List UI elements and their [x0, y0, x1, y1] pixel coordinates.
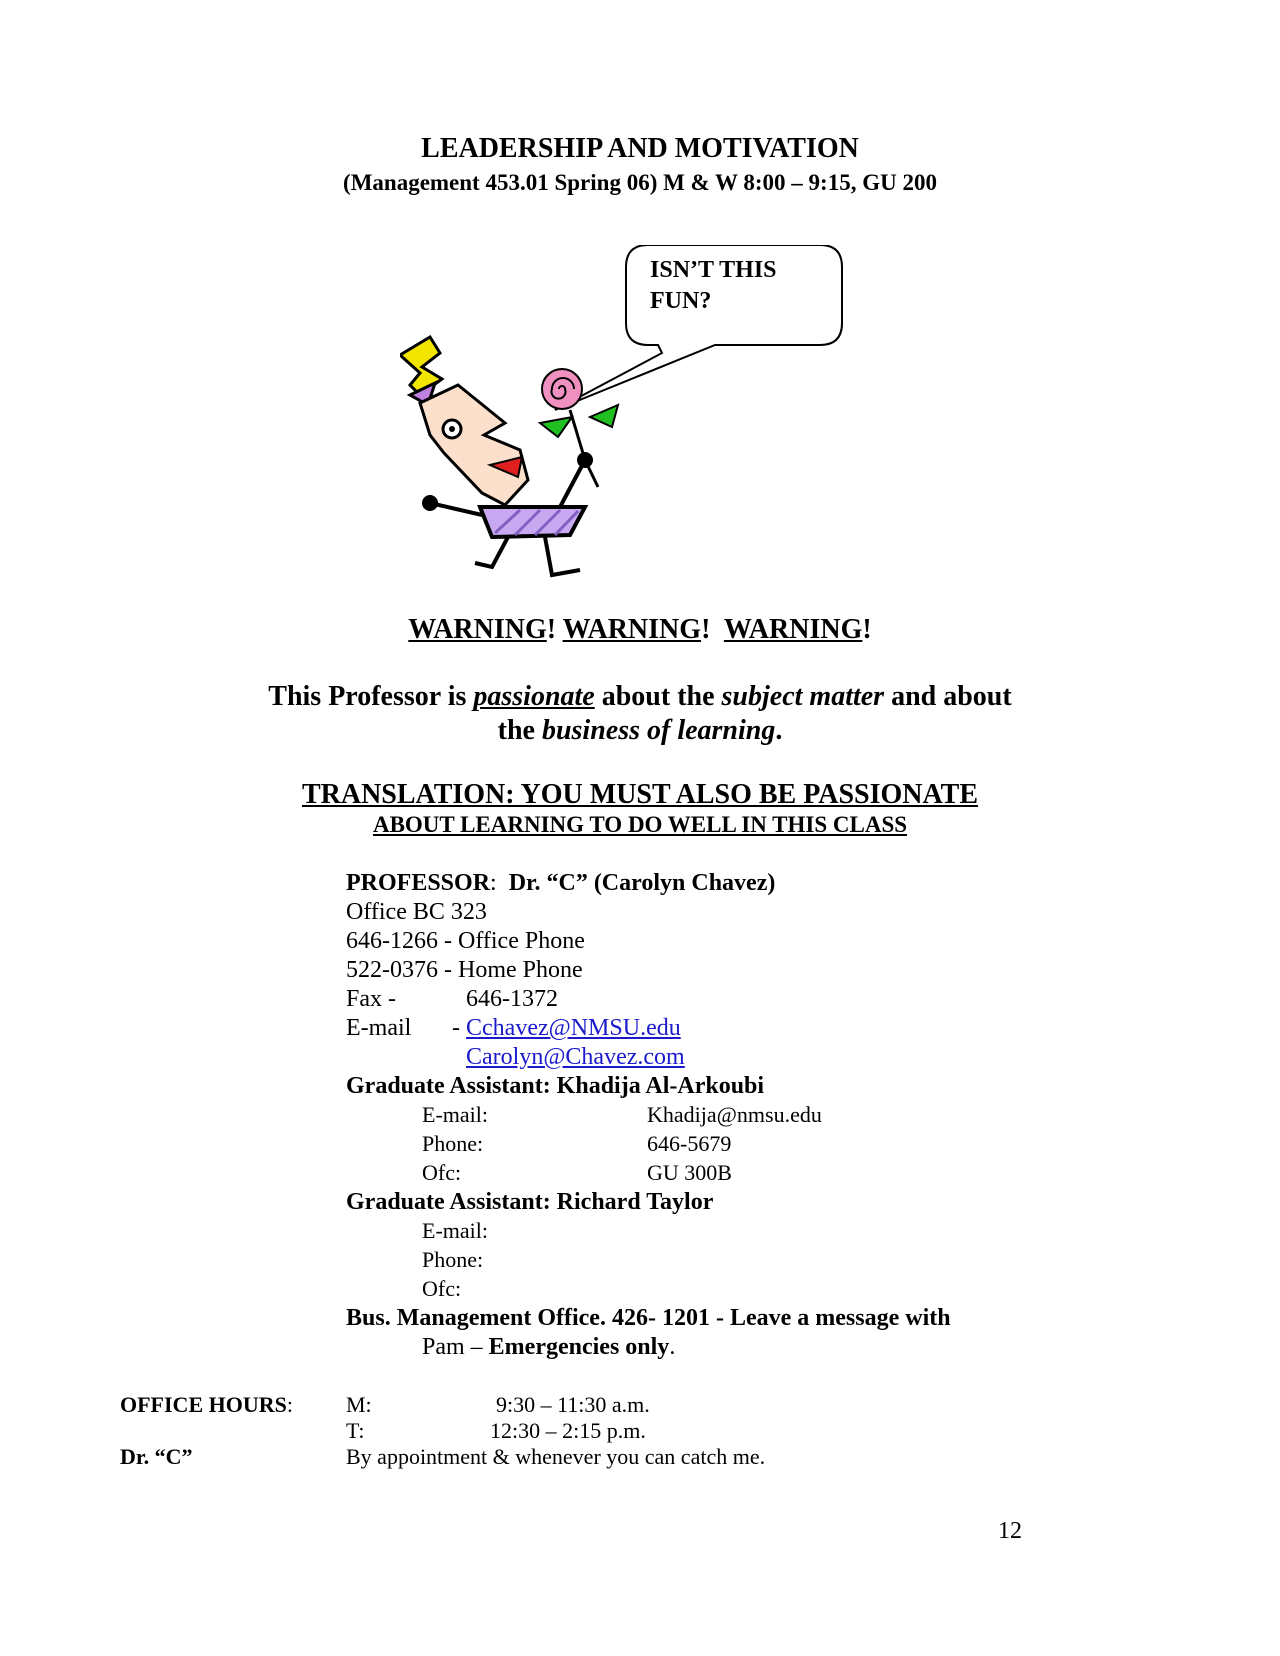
- leg-left: [475, 537, 508, 567]
- bubble-text-line1: ISN’T THIS: [650, 257, 777, 283]
- ga2-phone-label: Phone:: [422, 1247, 484, 1272]
- bus-office-line2: Pam – Emergencies only.: [422, 1334, 676, 1360]
- page-number: 12: [998, 1518, 1022, 1544]
- ga2-ofc-label: Ofc:: [422, 1276, 462, 1301]
- professor-fax: 646-1372: [466, 986, 558, 1012]
- ga2-heading: Graduate Assistant: Richard Taylor: [346, 1189, 714, 1215]
- hair: [400, 337, 442, 395]
- professor-email-dash: -: [452, 1015, 460, 1041]
- passionate-word: passionate: [473, 681, 595, 712]
- leaf-right: [590, 405, 618, 427]
- translation-heading: TRANSLATION: YOU MUST ALSO BE PASSIONATE: [301, 779, 979, 810]
- hand-left: [422, 495, 438, 511]
- cartoon-illustration: [400, 245, 900, 585]
- ga1-email: Khadija@nmsu.edu: [647, 1102, 822, 1127]
- office-hours-m-time: 9:30 – 11:30 a.m.: [496, 1392, 650, 1417]
- professor-home-phone: 522-0376 - Home Phone: [346, 957, 583, 983]
- subject-matter-phrase: subject matter: [721, 681, 885, 712]
- flower: [542, 369, 582, 409]
- ga1-ofc: GU 300B: [647, 1160, 732, 1185]
- business-of-learning-phrase: business of learning: [541, 715, 776, 746]
- professor-office: Office BC 323: [346, 899, 487, 925]
- bubble-text-line2: FUN?: [650, 288, 712, 314]
- head: [420, 385, 528, 505]
- warning-word-2: WARNING: [562, 614, 702, 645]
- ga1-heading: Graduate Assistant: Khadija Al-Arkoubi: [346, 1073, 765, 1099]
- warning-word-3: WARNING: [723, 614, 863, 645]
- ga2-email-label: E-mail:: [422, 1218, 488, 1243]
- professor-fax-label: Fax -: [346, 986, 396, 1012]
- passion-statement: This Professor is passionate about the subject matter and about the business of learning.: [268, 681, 1012, 746]
- professor-name: Dr. “C” (Carolyn Chavez): [508, 870, 776, 896]
- ga1-phone: 646-5679: [647, 1131, 732, 1156]
- office-hours-t-day: T:: [346, 1418, 365, 1443]
- email-link-nmsu[interactable]: Cchavez@NMSU.edu: [466, 1015, 681, 1041]
- email-link-chavez[interactable]: Carolyn@Chavez.com: [466, 1044, 685, 1070]
- professor-line: PROFESSOR: Dr. “C” (Carolyn Chavez): [346, 870, 776, 896]
- ga1-phone-label: Phone:: [422, 1131, 484, 1156]
- leaf-left: [540, 417, 572, 437]
- warning-word-1: WARNING: [408, 614, 547, 645]
- office-hours-label: OFFICE HOURS:: [120, 1392, 293, 1417]
- professor-email-label: E-mail: [346, 1015, 412, 1041]
- office-hours-t-time: 12:30 – 2:15 p.m.: [490, 1418, 646, 1443]
- warning-line: WARNING! WARNING! WARNING!: [408, 614, 872, 645]
- ga1-email-label: E-mail:: [422, 1102, 488, 1127]
- leg-right: [545, 537, 580, 575]
- emergencies-only: Emergencies only: [488, 1334, 670, 1360]
- speech-bubble: [555, 245, 842, 410]
- ga1-ofc-label: Ofc:: [422, 1160, 462, 1185]
- course-info: (Management 453.01 Spring 06) M & W 8:00 – 9:15, GU 200: [343, 170, 937, 195]
- office-hours-m-day: M:: [346, 1392, 372, 1417]
- translation-subheading: ABOUT LEARNING TO DO WELL IN THIS CLASS: [372, 812, 908, 837]
- office-hours-appointment: By appointment & whenever you can catch me.: [346, 1444, 766, 1469]
- bus-office-line: Bus. Management Office. 426- 1201 - Leave a message with: [346, 1305, 951, 1331]
- professor-office-phone: 646-1266 - Office Phone: [346, 928, 585, 954]
- page-title: LEADERSHIP AND MOTIVATION: [421, 133, 859, 164]
- professor-label: PROFESSOR: [346, 870, 491, 896]
- office-hours-who: Dr. “C”: [120, 1444, 193, 1469]
